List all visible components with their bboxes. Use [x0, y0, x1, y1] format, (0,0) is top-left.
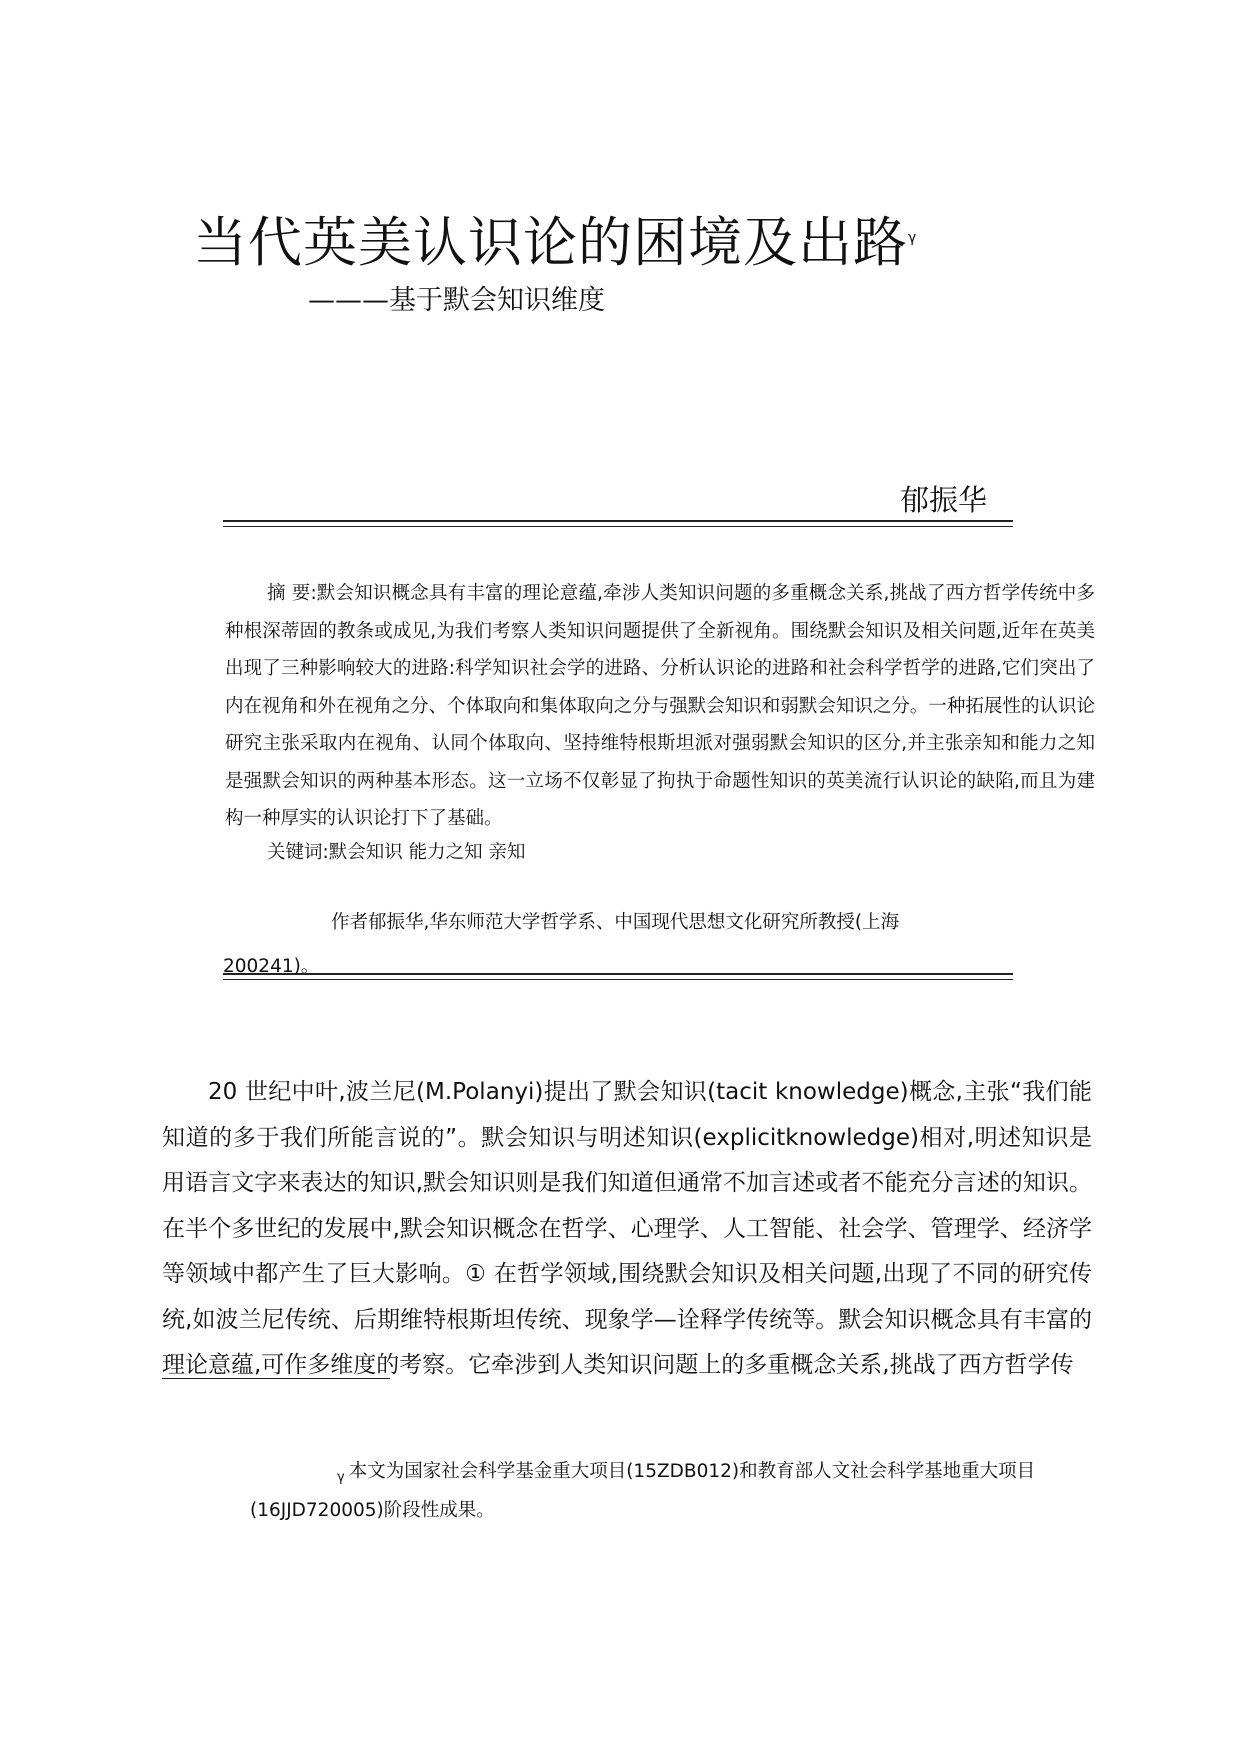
keywords: 关键词:默会知识 能力之知 亲知 [267, 842, 526, 863]
author-name: 郁振华 [900, 483, 988, 517]
title-text: 当代英美认识论的困境及出路 [193, 211, 908, 274]
footnote-mark: γ [337, 1470, 345, 1485]
body-paragraph: 20 世纪中叶,波兰尼(M.Polanyi)提出了默会知识(tacit knowledge)概念,主张“我们能知道的多于我们所能言说的”。默会知识与明述知识(explicitknowledge)相对,明述知识是用语言文字来表达的知识,默会知识则是我们知道但通常不加言述或者不能充分言述的知识。在半个多世纪的发展中,默会知识概念在哲学、心理学、人工智能、社会学、管理学、经济学等领域中都产生了巨大影响。① 在哲学领域,围绕默会知识及相关问题,出现了不同的研究传统,如波兰尼传统、后期维特根斯坦传统、现象学—诠释学传统等。默会知识概念具有丰富的理论意蕴,可作多维度的考察。它牵涉到人类知识问题上的多重概念关系,挑战了西方哲学传 [162, 1079, 1092, 1378]
article-title [193, 200, 917, 277]
footnote [250, 1453, 1100, 1529]
header-divider [223, 520, 1013, 527]
article-subtitle: ———基于默会知识维度 [308, 285, 605, 316]
footnote-divider [162, 1378, 390, 1379]
footnote-text: 本文为国家社会科学基金重大项目(15ZDB012)和教育部人文社会科学基地重大项目(16JJD720005)阶段性成果。 [250, 1461, 1036, 1521]
abstract-divider [223, 973, 1013, 980]
title-note-mark[interactable]: γ [908, 230, 918, 246]
abstract-text: 摘 要:默会知识概念具有丰富的理论意蕴,牵涉人类知识问题的多重概念关系,挑战了西方哲学传统中多种根深蒂固的教条或成见,为我们考察人类知识问题提供了全新视角。围绕默会知识及相关问题,近年在英美出现了三种影响较大的进路:科学知识社会学的进路、分析认识论的进路和社会科学哲学的进路,它们突出了内在视角和外在视角之分、个体取向和集体取向之分与强默会知识和弱默会知识之分。一种拓展性的认识论研究主张采取内在视角、认同个体取向、坚持维特根斯坦派对强弱默会知识的区分,并主张亲知和能力之知是强默会知识的两种基本形态。这一立场不仅彰显了拘执于命题性知识的英美流行认识论的缺陷,而且为建构一种厚实的认识论打下了基础。 [225, 583, 1095, 829]
author-affiliation: 作者郁振华,华东师范大学哲学系、中国现代思想文化研究所教授(上海 200241)。 [223, 912, 900, 977]
